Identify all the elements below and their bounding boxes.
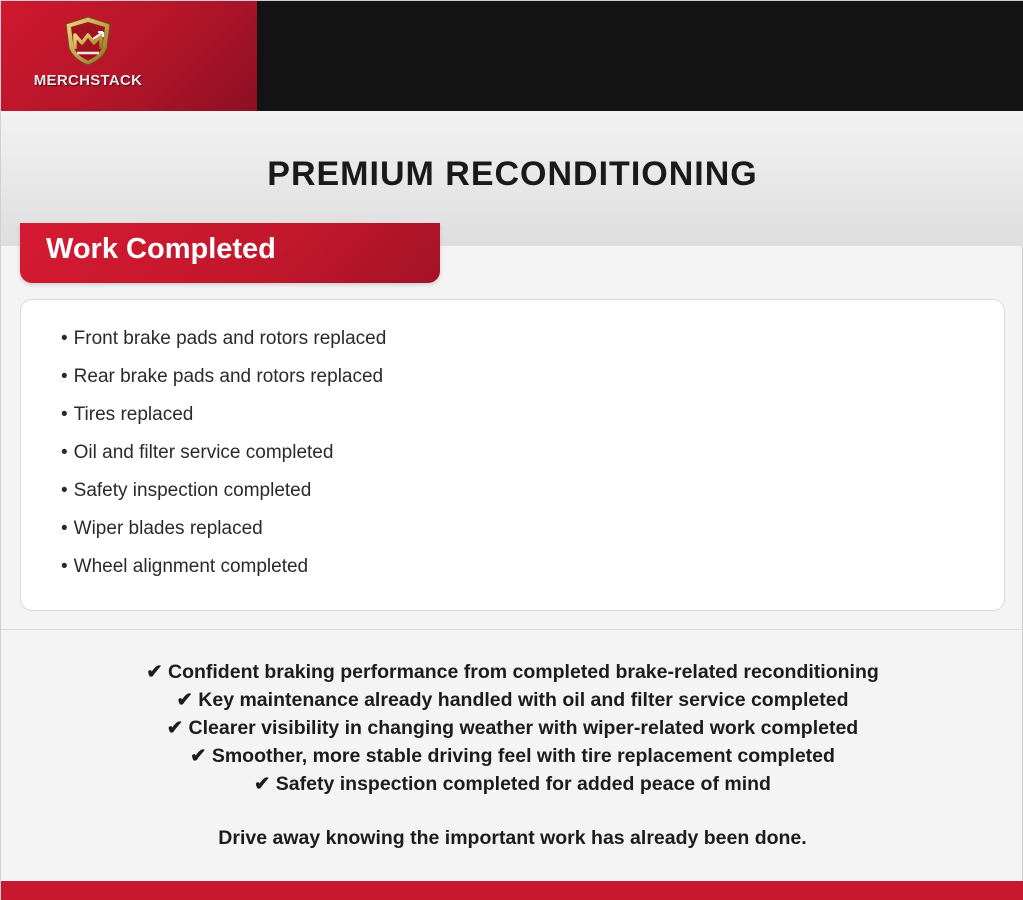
bullet-icon: •	[61, 480, 68, 501]
list-item	[61, 403, 386, 441]
brand-block	[1, 1, 257, 111]
section-tab	[20, 223, 440, 283]
page-title: PREMIUM RECONDITIONING	[267, 155, 758, 193]
divider	[1, 629, 1023, 630]
list-item	[61, 517, 386, 555]
work-list	[61, 327, 386, 593]
list-item-text: Oil and filter service completed	[73, 442, 334, 463]
tagline: Drive away knowing the important work has already been done.	[218, 827, 807, 849]
benefit-item: ✔ Confident braking performance from completed brake-related reconditioning	[146, 661, 879, 683]
bullet-icon: •	[61, 328, 68, 349]
list-item-text: Tires replaced	[73, 404, 194, 425]
work-list-card	[20, 299, 1005, 611]
bullet-icon: •	[61, 556, 68, 577]
bullet-icon: •	[61, 518, 68, 539]
bullet-icon: •	[61, 366, 68, 387]
brand-name: MERCHSTACK	[33, 72, 143, 89]
bullet-icon: •	[61, 442, 68, 463]
shield-crest-logo-icon	[63, 15, 113, 67]
benefit-item: ✔ Safety inspection completed for added peace of mind	[254, 773, 771, 795]
list-item-text: Wheel alignment completed	[73, 556, 309, 577]
section-title: Work Completed	[46, 233, 276, 265]
benefits-list	[1, 659, 1023, 799]
benefit-item: ✔ Clearer visibility in changing weather with wiper-related work completed	[166, 717, 859, 739]
list-item	[61, 441, 386, 479]
list-item	[61, 365, 386, 403]
bullet-icon: •	[61, 404, 68, 425]
list-item	[61, 555, 386, 593]
benefit-item: ✔ Key maintenance already handled with oil and filter service completed	[176, 689, 849, 711]
list-item-text: Safety inspection completed	[73, 480, 312, 501]
list-item	[61, 479, 386, 517]
footer-bar	[1, 881, 1023, 900]
list-item	[61, 327, 386, 365]
header-bar	[1, 1, 1023, 111]
list-item-text: Rear brake pads and rotors replaced	[73, 366, 384, 387]
benefit-item: ✔ Smoother, more stable driving feel with tire replacement completed	[190, 745, 835, 767]
list-item-text: Front brake pads and rotors replaced	[73, 328, 387, 349]
list-item-text: Wiper blades replaced	[73, 518, 263, 539]
